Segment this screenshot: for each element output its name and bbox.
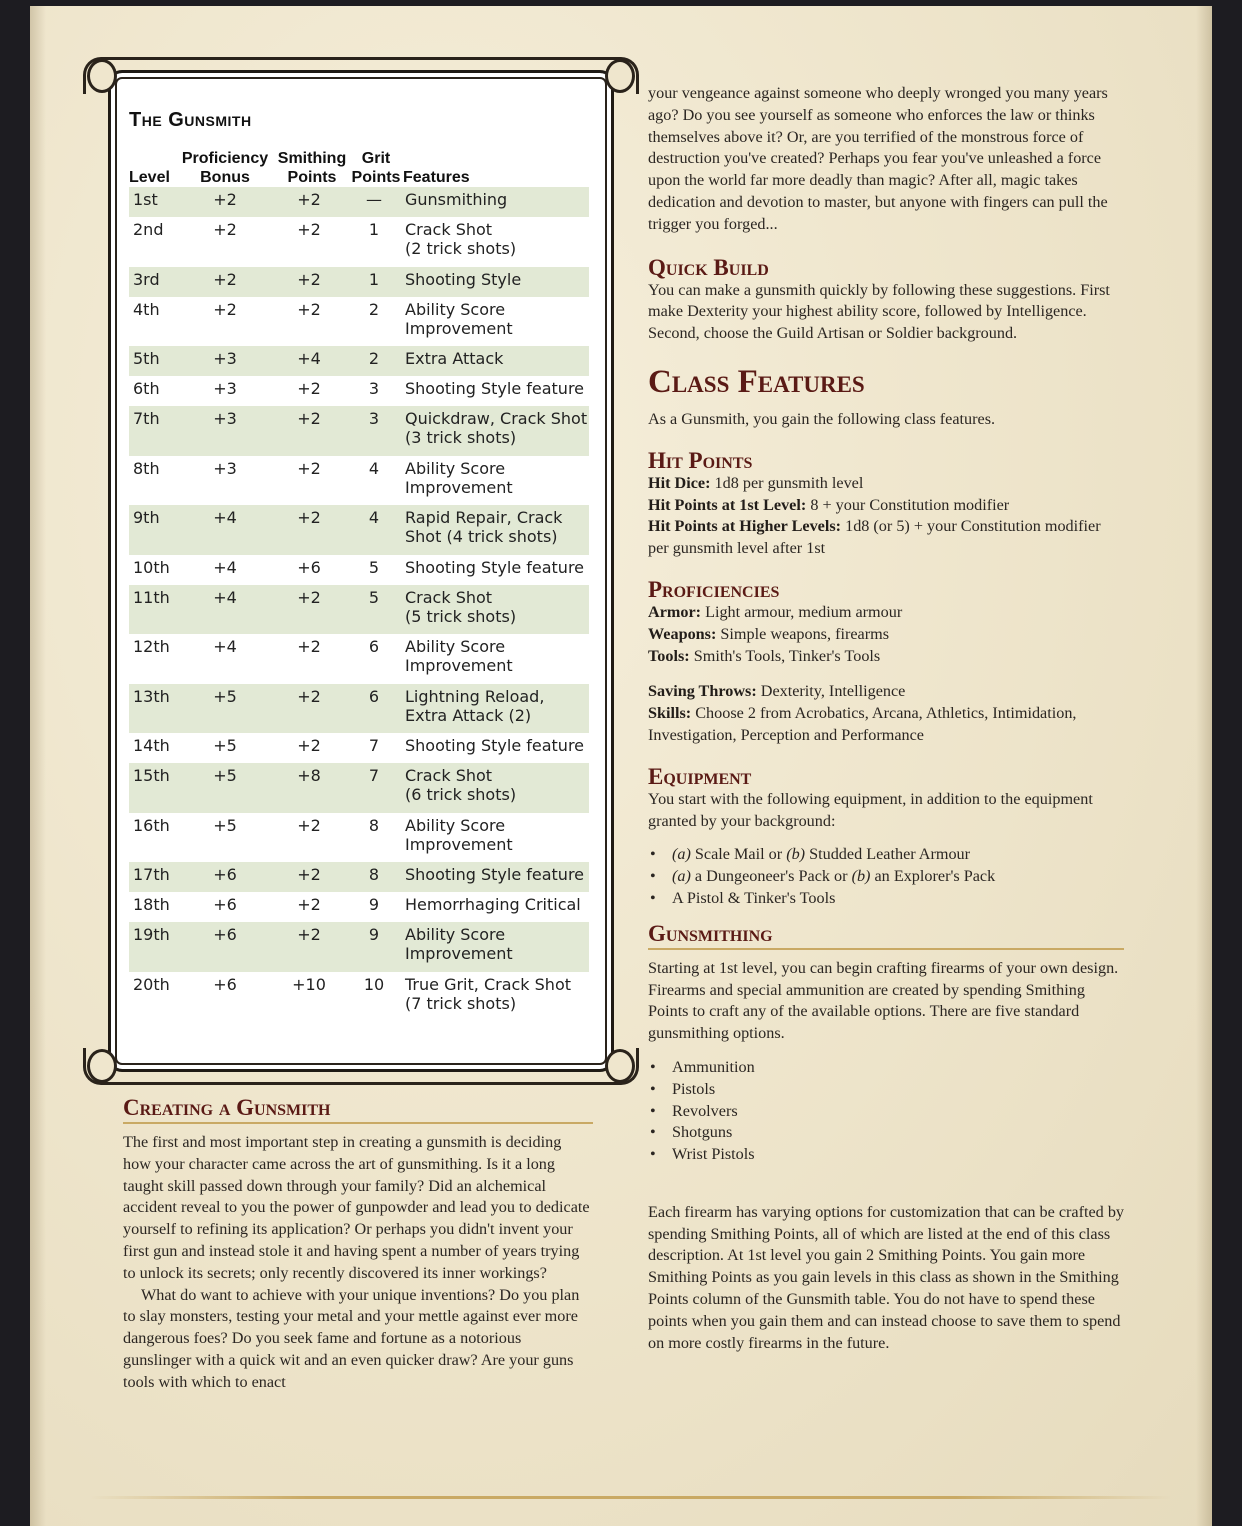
table-row	[129, 346, 589, 376]
table-row	[129, 297, 589, 347]
feature-line: Improvement	[405, 318, 513, 338]
cell-proficiency-bonus: +3	[213, 458, 237, 478]
proficiencies-heading: Proficiencies	[648, 576, 780, 602]
cell-grit-points: 9	[368, 925, 380, 944]
quick-build-text: You can make a gunsmith quickly by following these suggestions. First make Dexterity your highest ability score, followed by Intelligence. Second, choose the Guild Artisan or Soldier background.	[648, 280, 1110, 343]
armor-line: Armor: Light armour, medium armour	[648, 602, 903, 621]
cell-level: 8th	[133, 458, 160, 478]
cell-level: 16th	[133, 815, 170, 835]
cell-level: 5th	[133, 349, 160, 368]
page-edge-left	[30, 6, 46, 1526]
cell-level: 6th	[133, 379, 160, 398]
feature-line: Ability Score	[405, 925, 506, 944]
feature-line: Rapid Repair, Crack	[405, 508, 563, 527]
table-row	[129, 922, 589, 972]
cell-smithing-points: +2	[297, 925, 321, 944]
cell-smithing-points: +2	[297, 190, 321, 209]
table-row	[129, 684, 589, 734]
cell-proficiency-bonus: +6	[213, 925, 237, 944]
list-item: • Shotguns	[648, 1122, 1124, 1144]
cell-grit-points: 3	[368, 409, 380, 428]
equipment-heading: Equipment	[648, 763, 752, 789]
cell-grit-points: 6	[368, 637, 380, 656]
cell-level: 1st	[133, 190, 158, 209]
cell-grit-points: 2	[368, 299, 380, 319]
cell-level: 14th	[133, 736, 170, 755]
cell-features	[405, 349, 591, 368]
cell-features	[405, 220, 591, 258]
cell-grit-points: 2	[368, 349, 380, 368]
cell-smithing-points: +8	[297, 766, 321, 785]
cell-level: 20th	[133, 974, 170, 994]
cell-features	[405, 766, 591, 804]
rulebook-page	[30, 6, 1212, 1526]
table-row	[129, 555, 589, 585]
cell-smithing-points: +2	[297, 815, 321, 835]
cell-features	[405, 736, 591, 755]
list-item: • Wrist Pistols	[648, 1144, 1124, 1166]
intro-paragraph: your vengeance against someone who deeply wronged you many years ago? Do you see yourself as someone who enforces the law or thinks themselves above it? Or, are you terrified of the monstrous force of destruction you've created? Perhaps you fear you've unleashed a force upon the world far more deadly than magic? After all, magic takes dedication and devotion to master, but anyone with fingers can pull the trigger you forged...	[648, 84, 1108, 233]
cell-smithing-points: +2	[297, 299, 321, 319]
cell-grit-points: 5	[368, 557, 380, 577]
feature-line: Shooting Style	[405, 269, 522, 289]
cell-features	[405, 300, 591, 338]
table-row	[129, 634, 589, 684]
creating-paragraph-2: What do want to achieve with your unique inventions? Do you plan to slay monsters, testing your metal and your mettle against ever more dangerous foes? Do you seek fame and fortune as a notorious gunslinger with a quick wit and an even quicker draw? Are your guns tools with which to enact	[123, 1285, 580, 1391]
cell-features	[405, 558, 591, 577]
equipment-list	[648, 844, 1124, 909]
creating-heading: Creating a Gunsmith	[123, 1095, 331, 1120]
cell-smithing-points: +2	[297, 220, 321, 239]
cell-proficiency-bonus: +3	[213, 409, 237, 428]
creating-paragraph-1: The first and most important step in creating a gunsmith is deciding how your character came across the art of gunsmithing. Is it a long taught skill passed down through your family? Did an alchemical accident reveal to you the power of gunpowder and lead you to dedicate yourself to refining its application? Or perhaps you didn't invent your first gun and instead stole it and having spent a number of years trying to unlock its secrets; only recently discovered its inner workings?	[123, 1133, 590, 1282]
cell-proficiency-bonus: +2	[213, 269, 237, 289]
table-header	[129, 143, 589, 187]
cell-level: 9th	[133, 508, 160, 527]
weapons-line: Weapons: Simple weapons, firearms	[648, 624, 889, 643]
cell-level: 19th	[133, 925, 170, 944]
hit-points-heading: Hit Points	[648, 447, 753, 473]
frame-ornament-top	[83, 57, 639, 94]
cell-smithing-points: +2	[297, 895, 321, 914]
cell-grit-points: 4	[368, 458, 380, 478]
frame-ornament-bottom	[83, 1048, 639, 1085]
table-body	[129, 187, 589, 1021]
table-row	[129, 862, 589, 892]
table-row	[129, 505, 589, 555]
cell-proficiency-bonus: +6	[213, 974, 237, 994]
cell-grit-points: 3	[368, 379, 380, 398]
table-row	[129, 267, 589, 297]
gunsmithing-text: Starting at 1st level, you can begin crafting firearms of your own design. Firearms and special ammunition are created by spending Smithing Points to craft any of the available options. There are five standard gunsmithing options.	[648, 958, 1119, 1043]
feature-line: Shooting Style feature	[405, 557, 585, 577]
list-item: • (a) a Dungeoneer's Pack or (b) an Explorer's Pack	[648, 866, 1124, 888]
frame-corner-icon	[87, 59, 117, 93]
cell-grit-points: 6	[368, 686, 380, 706]
feature-line: Improvement	[405, 477, 513, 497]
cell-proficiency-bonus: +4	[213, 587, 237, 607]
header-proficiency-bonus: Proficiency Bonus	[181, 150, 269, 186]
feature-line: Gunsmithing	[405, 190, 508, 209]
cell-level: 4th	[133, 299, 160, 319]
cell-features	[405, 508, 591, 546]
cell-features	[405, 687, 591, 725]
heading-rule	[123, 1122, 593, 1124]
table-row	[129, 456, 589, 506]
quick-build-heading: Quick Build	[648, 254, 769, 280]
feature-line: Quickdraw, Crack Shot	[405, 409, 588, 428]
frame-corner-icon	[87, 1049, 117, 1083]
table-row	[129, 187, 589, 217]
cell-features	[405, 270, 591, 289]
cell-grit-points: 1	[368, 269, 380, 289]
feature-line: Ability Score	[405, 299, 506, 319]
cell-proficiency-bonus: +2	[213, 299, 237, 319]
cell-smithing-points: +2	[297, 379, 321, 398]
cell-grit-points: 4	[368, 508, 380, 527]
cell-features	[405, 190, 591, 209]
feature-line: (3 trick shots)	[405, 428, 517, 447]
skills-line: Skills: Choose 2 from Acrobatics, Arcana, Athletics, Intimidation, Investigation, Perception and Performance	[648, 704, 1077, 744]
cell-smithing-points: +4	[297, 349, 321, 368]
cell-level: 15th	[133, 766, 170, 785]
feature-line: Ability Score	[405, 815, 506, 835]
header-smithing-points: Smithing Points	[277, 150, 347, 186]
list-item: • Pistols	[648, 1079, 1124, 1101]
feature-line: Extra Attack (2)	[405, 705, 532, 725]
cell-features	[405, 409, 591, 447]
cell-smithing-points: +2	[297, 686, 321, 706]
cell-level: 7th	[133, 409, 160, 428]
gunsmithing-heading: Gunsmithing	[648, 920, 773, 946]
page-footer-rule	[90, 1496, 1172, 1499]
cell-features	[405, 865, 591, 884]
cell-proficiency-bonus: +5	[213, 686, 237, 706]
table-row	[129, 406, 589, 456]
cell-features	[405, 588, 591, 626]
cell-proficiency-bonus: +6	[213, 895, 237, 914]
feature-line: Crack Shot	[405, 220, 493, 239]
gunsmith-table-card	[108, 70, 614, 1072]
table-title: The Gunsmith	[129, 109, 252, 131]
gunsmithing-text-2: Each firearm has varying options for customization that can be crafted by spending Smithing Points, all of which are listed at the end of this class description. At 1st level you gain 2 Smithing Points. You gain more Smithing Points as you gain levels in this class as shown in the Smithing Points column of the Gunsmith table. You do not have to spend these points when you gain them and can instead choose to save them to spend on more costly firearms in the future.	[648, 1202, 1125, 1352]
cell-features	[405, 816, 591, 854]
header-grit-points: Grit Points	[351, 150, 401, 186]
table-row	[129, 376, 589, 406]
cell-proficiency-bonus: +3	[213, 349, 237, 368]
cell-grit-points: 9	[368, 895, 380, 914]
feature-line: Improvement	[405, 656, 513, 675]
cell-smithing-points: +6	[297, 557, 321, 577]
cell-proficiency-bonus: +4	[213, 637, 237, 656]
cell-smithing-points: +2	[297, 409, 321, 428]
feature-line: Shooting Style feature	[405, 736, 585, 755]
feature-line: Hemorrhaging Critical	[405, 895, 581, 914]
class-features-heading: Class Features	[648, 363, 865, 400]
cell-level: 2nd	[133, 220, 164, 239]
cell-smithing-points: +2	[297, 736, 321, 755]
table-row	[129, 813, 589, 863]
class-features-text: As a Gunsmith, you gain the following class features.	[648, 409, 996, 428]
header-features: Features	[403, 169, 470, 186]
feature-line: (7 trick shots)	[405, 993, 517, 1013]
cell-smithing-points: +2	[297, 269, 321, 289]
cell-grit-points: 1	[368, 220, 380, 239]
header-level: Level	[129, 169, 170, 186]
cell-level: 3rd	[133, 269, 160, 289]
creating-section	[123, 1096, 593, 1394]
feature-line: Shooting Style feature	[405, 379, 585, 398]
hit-dice-line: Hit Dice: 1d8 per gunsmith level	[648, 473, 864, 492]
cell-grit-points: 7	[368, 766, 380, 785]
cell-grit-points: 10	[363, 974, 385, 994]
cell-smithing-points: +2	[297, 508, 321, 527]
right-column	[648, 83, 1124, 1354]
cell-proficiency-bonus: +5	[213, 766, 237, 785]
cell-proficiency-bonus: +3	[213, 379, 237, 398]
feature-line: Crack Shot	[405, 587, 493, 607]
cell-proficiency-bonus: +5	[213, 736, 237, 755]
feature-line: (5 trick shots)	[405, 606, 517, 626]
feature-line: True Grit, Crack Shot	[405, 974, 571, 994]
list-item: • A Pistol & Tinker's Tools	[648, 888, 1124, 910]
cell-level: 13th	[133, 686, 170, 706]
feature-line: Shot (4 trick shots)	[405, 527, 558, 546]
feature-line: Ability Score	[405, 458, 506, 478]
tools-line: Tools: Smith's Tools, Tinker's Tools	[648, 646, 881, 665]
cell-proficiency-bonus: +2	[213, 220, 237, 239]
cell-grit-points: —	[366, 190, 382, 209]
cell-level: 18th	[133, 895, 170, 914]
feature-line: (6 trick shots)	[405, 785, 517, 804]
frame-corner-icon	[605, 59, 635, 93]
cell-level: 10th	[133, 557, 170, 577]
cell-smithing-points: +2	[297, 865, 321, 884]
hit-points-higher-line: Hit Points at Higher Levels: 1d8 (or 5) + your Constitution modifier per gunsmith level after 1st	[648, 517, 1101, 558]
table-row	[129, 972, 589, 1022]
hit-points-first-line: Hit Points at 1st Level: 8 + your Constitution modifier	[648, 495, 1010, 514]
saving-throws-line: Saving Throws: Dexterity, Intelligence	[648, 682, 906, 701]
list-item: • Ammunition	[648, 1057, 1124, 1079]
cell-grit-points: 8	[368, 815, 380, 835]
feature-line: Extra Attack	[405, 349, 504, 368]
cell-features	[405, 975, 591, 1013]
list-item: • (a) Scale Mail or (b) Studded Leather Armour	[648, 844, 1124, 866]
table-row	[129, 733, 589, 763]
heading-rule	[648, 948, 1124, 950]
table-row	[129, 217, 589, 267]
feature-line: Improvement	[405, 944, 513, 963]
cell-smithing-points: +10	[292, 974, 326, 994]
feature-line: (2 trick shots)	[405, 239, 517, 258]
cell-features	[405, 895, 591, 914]
cell-proficiency-bonus: +4	[213, 508, 237, 527]
list-item: • Revolvers	[648, 1101, 1124, 1123]
cell-features	[405, 379, 591, 398]
table-row	[129, 585, 589, 635]
cell-proficiency-bonus: +4	[213, 557, 237, 577]
cell-smithing-points: +2	[297, 458, 321, 478]
cell-features	[405, 925, 591, 963]
cell-proficiency-bonus: +2	[213, 190, 237, 209]
feature-line: Improvement	[405, 834, 513, 854]
feature-line: Lightning Reload,	[405, 686, 545, 706]
cell-smithing-points: +2	[297, 637, 321, 656]
cell-features	[405, 459, 591, 497]
cell-proficiency-bonus: +6	[213, 865, 237, 884]
cell-proficiency-bonus: +5	[213, 815, 237, 835]
cell-grit-points: 5	[368, 587, 380, 607]
cell-level: 11th	[133, 587, 170, 607]
feature-line: Ability Score	[405, 637, 506, 656]
table-row	[129, 763, 589, 813]
feature-line: Crack Shot	[405, 766, 493, 785]
equipment-text: You start with the following equipment, in addition to the equipment granted by your background:	[648, 789, 1093, 830]
cell-grit-points: 8	[368, 865, 380, 884]
cell-level: 17th	[133, 865, 170, 884]
cell-features	[405, 637, 591, 675]
cell-grit-points: 7	[368, 736, 380, 755]
cell-smithing-points: +2	[297, 587, 321, 607]
table-row	[129, 892, 589, 922]
gunsmithing-options-list	[648, 1057, 1124, 1166]
feature-line: Shooting Style feature	[405, 865, 585, 884]
frame-corner-icon	[605, 1049, 635, 1083]
page-edge-right	[1196, 6, 1212, 1526]
cell-level: 12th	[133, 637, 170, 656]
